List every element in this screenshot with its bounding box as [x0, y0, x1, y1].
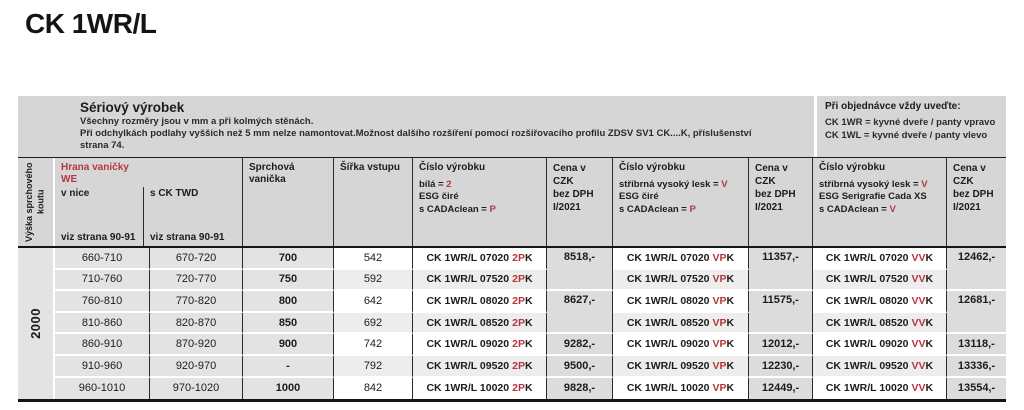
- header-price-vvk: Cena v CZK bez DPH I/2021: [947, 158, 1006, 246]
- product-code-2pk-cell: CK 1WR/L 09020 2P K: [413, 334, 547, 356]
- product-code-vvk-cell: CK 1WR/L 09520 VV K: [813, 356, 947, 378]
- order-line-1wr: CK 1WR = kyvné dveře / panty vpravo: [825, 117, 996, 128]
- tray-size-cell: 1000: [243, 378, 334, 400]
- tray-size-cell: 700: [243, 248, 334, 270]
- product-code-2pk-cell: CK 1WR/L 08020 2P K: [413, 291, 547, 313]
- range-twd-cell: 920-970: [150, 356, 243, 378]
- price-2pk-cell: 9282,-: [547, 334, 613, 356]
- price-vvk-cell: 13336,-: [947, 356, 1006, 378]
- table-header: [18, 157, 1006, 246]
- tray-size-cell: -: [243, 356, 334, 378]
- price-2pk-cell: 9828,-: [547, 378, 613, 400]
- product-code-vpk-cell: CK 1WR/L 07020 VP K: [613, 248, 749, 270]
- header-product-vpk: Číslo výrobku stříbrná vysoký lesk = V ESG čiré s CADAclean = P: [613, 158, 749, 246]
- range-twd-cell: 870-920: [150, 334, 243, 356]
- range-twd-cell: 970-1020: [150, 378, 243, 400]
- entry-width-cell: 842: [334, 378, 413, 400]
- price-vvk-cell: 12462,-: [947, 248, 1006, 291]
- order-line-1wl: CK 1WL = kyvné dveře / panty vlevo: [825, 129, 988, 141]
- header-product-2pk: Číslo výrobku bílá = 2 ESG čiré s CADAclean = P: [413, 158, 547, 246]
- series-heading: Sériový výrobek: [80, 100, 185, 115]
- product-code-vvk-cell: CK 1WR/L 07520 VV K: [813, 270, 947, 292]
- price-2pk-cell: 9500,-: [547, 356, 613, 378]
- price-2pk-cell: 8627,-: [547, 291, 613, 334]
- range-nice-cell: 660-710: [55, 248, 150, 270]
- price-2pk-cell: 8518,-: [547, 248, 613, 291]
- price-vvk-cell: 13554,-: [947, 378, 1006, 400]
- price-vvk-cell: 13118,-: [947, 334, 1006, 356]
- product-code-vpk-cell: CK 1WR/L 08020 VP K: [613, 291, 749, 313]
- tray-size-cell: 750: [243, 270, 334, 292]
- entry-width-cell: 792: [334, 356, 413, 378]
- table-body: [18, 246, 1006, 402]
- range-nice-cell: 760-810: [55, 291, 150, 313]
- price-vvk-cell: 12681,-: [947, 291, 1006, 334]
- range-nice-cell: 710-760: [55, 270, 150, 292]
- product-code-vpk-cell: CK 1WR/L 10020 VP K: [613, 378, 749, 400]
- product-code-vvk-cell: CK 1WR/L 07020 VV K: [813, 248, 947, 270]
- header-s-ck-twd: s CK TWD viz strana 90-91: [150, 188, 225, 243]
- product-code-vvk-cell: CK 1WR/L 10020 VV K: [813, 378, 947, 400]
- product-code-vpk-cell: CK 1WR/L 07520 VP K: [613, 270, 749, 292]
- product-code-vvk-cell: CK 1WR/L 09020 VV K: [813, 334, 947, 356]
- info-line-3: strana 74.: [80, 140, 125, 152]
- product-code-vvk-cell: CK 1WR/L 08520 VV K: [813, 313, 947, 335]
- header-price-vpk: Cena v CZK bez DPH I/2021: [749, 158, 813, 246]
- product-code-vpk-cell: CK 1WR/L 09520 VP K: [613, 356, 749, 378]
- entry-width-cell: 542: [334, 248, 413, 270]
- range-twd-cell: 820-870: [150, 313, 243, 335]
- entry-width-cell: 592: [334, 270, 413, 292]
- entry-width-cell: 742: [334, 334, 413, 356]
- product-code-2pk-cell: CK 1WR/L 08520 2P K: [413, 313, 547, 335]
- order-heading: Při objednávce vždy uveďte:: [825, 101, 961, 112]
- price-vpk-cell: 11357,-: [749, 248, 813, 291]
- range-twd-cell: 770-820: [150, 291, 243, 313]
- product-code-vvk-cell: CK 1WR/L 08020 VV K: [813, 291, 947, 313]
- height-column-label: Výška sprchového koutu: [24, 162, 46, 242]
- price-vpk-cell: 12230,-: [749, 356, 813, 378]
- header-price-2pk: Cena v CZK bez DPH I/2021: [547, 158, 613, 246]
- product-code-2pk-cell: CK 1WR/L 10020 2P K: [413, 378, 547, 400]
- price-vpk-cell: 11575,-: [749, 291, 813, 334]
- price-vpk-cell: 12012,-: [749, 334, 813, 356]
- range-nice-cell: 960-1010: [55, 378, 150, 400]
- header-tray-edge: [55, 158, 243, 246]
- order-note-box: [814, 96, 1006, 157]
- tray-size-cell: 800: [243, 291, 334, 313]
- entry-width-cell: 692: [334, 313, 413, 335]
- entry-width-cell: 642: [334, 291, 413, 313]
- header-v-nice: v nice viz strana 90-91: [55, 187, 144, 246]
- info-band: [18, 96, 1006, 157]
- product-code-vpk-cell: CK 1WR/L 09020 VP K: [613, 334, 749, 356]
- product-code-2pk-cell: CK 1WR/L 07020 2P K: [413, 248, 547, 270]
- range-nice-cell: 810-860: [55, 313, 150, 335]
- height-value-cell: 2000: [18, 248, 55, 399]
- product-code-2pk-cell: CK 1WR/L 07520 2P K: [413, 270, 547, 292]
- header-entry-width: Šířka vstupu: [334, 158, 413, 246]
- product-code-2pk-cell: CK 1WR/L 09520 2P K: [413, 356, 547, 378]
- range-nice-cell: 860-910: [55, 334, 150, 356]
- range-nice-cell: 910-960: [55, 356, 150, 378]
- range-twd-cell: 720-770: [150, 270, 243, 292]
- info-line-2: Při odchylkách podlahy vyšších než 5 mm nelze namontovat.Možnost dalšího rozšíření pomocí rozšiřovacího profilu ZDSV SV1 CK....K, příslušenství: [80, 127, 752, 139]
- product-table: [18, 96, 1006, 402]
- header-height-column: [18, 158, 55, 246]
- tray-size-cell: 900: [243, 334, 334, 356]
- header-shower-tray: Sprchová vanička: [243, 158, 334, 246]
- info-line-1: Všechny rozměry jsou v mm a při kolmých stěnách.: [80, 115, 314, 127]
- header-product-vvk: Číslo výrobku stříbrná vysoký lesk = V ESG Serigrafie Cada XS s CADAclean = V: [813, 158, 947, 246]
- tray-edge-subcolumns: [55, 187, 242, 246]
- tray-size-cell: 850: [243, 313, 334, 335]
- range-twd-cell: 670-720: [150, 248, 243, 270]
- tray-edge-label: Hrana vaničky WE: [61, 162, 129, 185]
- product-code-vpk-cell: CK 1WR/L 08520 VP K: [613, 313, 749, 335]
- price-vpk-cell: 12449,-: [749, 378, 813, 400]
- page-title: CK 1WR/L: [25, 8, 157, 39]
